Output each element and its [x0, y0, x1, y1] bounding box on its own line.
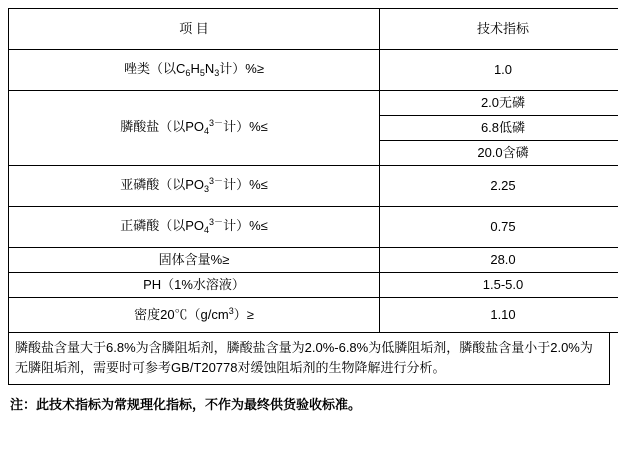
table-row	[9, 207, 618, 248]
row-item-ph: PH（1%水溶液）	[9, 273, 380, 298]
phosphonate-label: 膦酸盐（以$PO_4^{3-}$计）%≤	[120, 118, 268, 137]
row-item-phosphorous-acid	[9, 166, 380, 207]
footnote-text: 注：此技术指标为常规理化指标，不作为最终供货验收标准。	[10, 397, 362, 413]
row-value-phosphonate-3: 20.0含磷	[380, 141, 618, 166]
solid-content-label: 固体含量%≥	[158, 251, 230, 267]
row-value-ph: 1.5-5.0	[380, 273, 618, 298]
header-cell-item: 项 目	[9, 9, 380, 50]
row-value-solid-content: 28.0	[380, 248, 618, 273]
azole-label: 唑类（以$C_6H_5N_3$计）%≥	[124, 60, 264, 78]
orthophosphate-label: 正磷酸（以$PO_4^{3-}$计）%≤	[120, 217, 268, 236]
density-label: 密度$20℃(g/cm^3)\ge$	[134, 306, 254, 323]
note-block: 膦酸盐含量大于6.8%为含膦阻垢剂，膦酸盐含量为2.0%-6.8%为低膦阻垢剂，膦酸盐含量小于2.0%为无膦阻垢剂，需要时可参考GB/T20778对缓蚀阻垢剂的生物降解进行分析。	[8, 333, 610, 385]
table-row	[9, 248, 618, 273]
row-item-phosphonate	[9, 91, 380, 166]
row-item-density	[9, 298, 380, 333]
table-header-row	[9, 9, 618, 50]
table-row	[9, 273, 618, 298]
table-body	[9, 9, 618, 333]
table-row	[9, 298, 618, 333]
row-item-azole	[9, 50, 380, 91]
table-row	[9, 91, 618, 116]
header-cell-value: 技术指标	[380, 9, 618, 50]
row-value-phosphonate-2: 6.8低磷	[380, 116, 618, 141]
phosphorous-acid-label: 亚磷酸（以$PO_3^{3-}$计）%≤	[120, 176, 268, 195]
row-value-azole: 1.0	[380, 50, 618, 91]
table-row	[9, 166, 618, 207]
row-item-orthophosphate	[9, 207, 380, 248]
specification-table	[8, 8, 618, 333]
table-row	[9, 50, 618, 91]
row-item-solid-content	[9, 248, 380, 273]
row-value-phosphonate-1: 2.0无磷	[380, 91, 618, 116]
row-value-density: 1.10	[380, 298, 618, 333]
row-value-orthophosphate: 0.75	[380, 207, 618, 248]
row-value-phosphorous-acid: 2.25	[380, 166, 618, 207]
